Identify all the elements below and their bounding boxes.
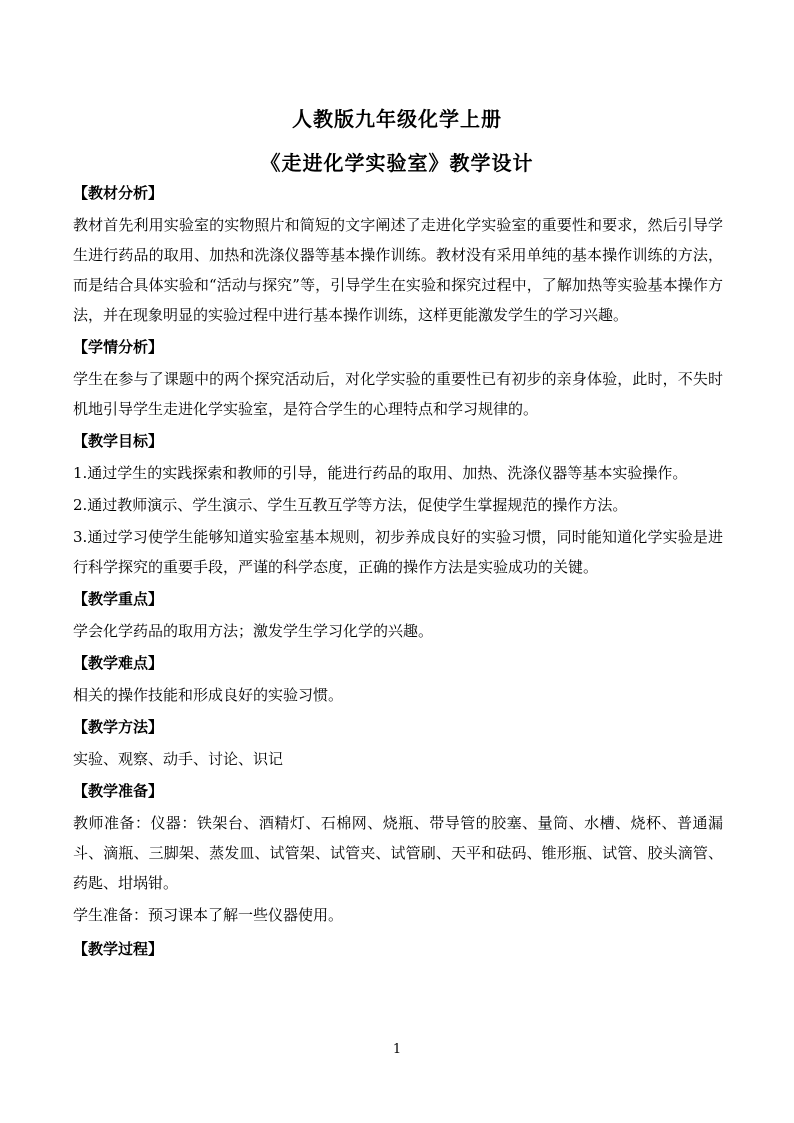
- section-heading-teaching-goals: 【教学目标】: [73, 432, 164, 450]
- paragraph-student-preparation: 学生准备：预习课本了解一些仪器使用。: [73, 906, 344, 924]
- paragraph-methods: 实验、观察、动手、讨论、识记: [73, 750, 284, 768]
- page-number: 1: [392, 1042, 402, 1057]
- section-heading-process: 【教学过程】: [73, 940, 164, 958]
- document-title-line1: 人教版九年级化学上册: [292, 107, 502, 131]
- paragraph-student-analysis: 学生在参与了课题中的两个探究活动后，对化学实验的重要性已有初步的亲身体验，此时，不失时机地引导学生走进化学实验室，是符合学生的心理特点和学习规律的。: [73, 370, 723, 418]
- paragraph-key-points: 学会化学药品的取用方法；激发学生学习化学的兴趣。: [73, 622, 434, 640]
- document-body: [73, 178, 723, 966]
- section-heading-preparation: 【教学准备】: [73, 782, 164, 800]
- goal-item-1: 1.通过学生的实践探索和教师的引导，能进行药品的取用、加热、洗涤仪器等基本实验操作。: [73, 464, 688, 482]
- section-heading-student-analysis: 【学情分析】: [73, 338, 164, 356]
- goal-item-3: 3.通过学习使学生能够知道实验室基本规则，初步养成良好的实验习惯，同时能知道化学实验是进行科学探究的重要手段，严谨的科学态度，正确的操作方法是实验成功的关键。: [73, 528, 723, 576]
- paragraph-difficulties: 相关的操作技能和形成良好的实验习惯。: [73, 686, 344, 704]
- paragraph-textbook-analysis: 教材首先利用实验室的实物照片和简短的文字阐述了走进化学实验室的重要性和要求，然后引导学生进行药品的取用、加热和洗涤仪器等基本操作训练。教材没有采用单纯的基本操作训练的方法，而是结合具体实验和“活动与探究”等，引导学生在实验和探究过程中，了解加热等实验基本操作方法，并在现象明显的实验过程中进行基本操作训练，这样更能激发学生的学习兴趣。: [73, 216, 723, 324]
- section-heading-methods: 【教学方法】: [73, 718, 164, 736]
- section-heading-difficulties: 【教学难点】: [73, 654, 164, 672]
- section-heading-textbook-analysis: 【教材分析】: [73, 184, 164, 202]
- section-heading-key-points: 【教学重点】: [73, 590, 164, 608]
- paragraph-teacher-preparation: 教师准备：仪器：铁架台、酒精灯、石棉网、烧瓶、带导管的胶塞、量筒、水槽、烧杯、普通漏斗、滴瓶、三脚架、蒸发皿、试管架、试管夹、试管刷、天平和砝码、锥形瓶、试管、胶头滴管、药匙、坩埚钳。: [73, 814, 723, 892]
- goal-item-2: 2.通过教师演示、学生演示、学生互教互学等方法，促使学生掌握规范的操作方法。: [73, 496, 628, 514]
- document-title-line2: 《走进化学实验室》教学设计: [260, 151, 534, 175]
